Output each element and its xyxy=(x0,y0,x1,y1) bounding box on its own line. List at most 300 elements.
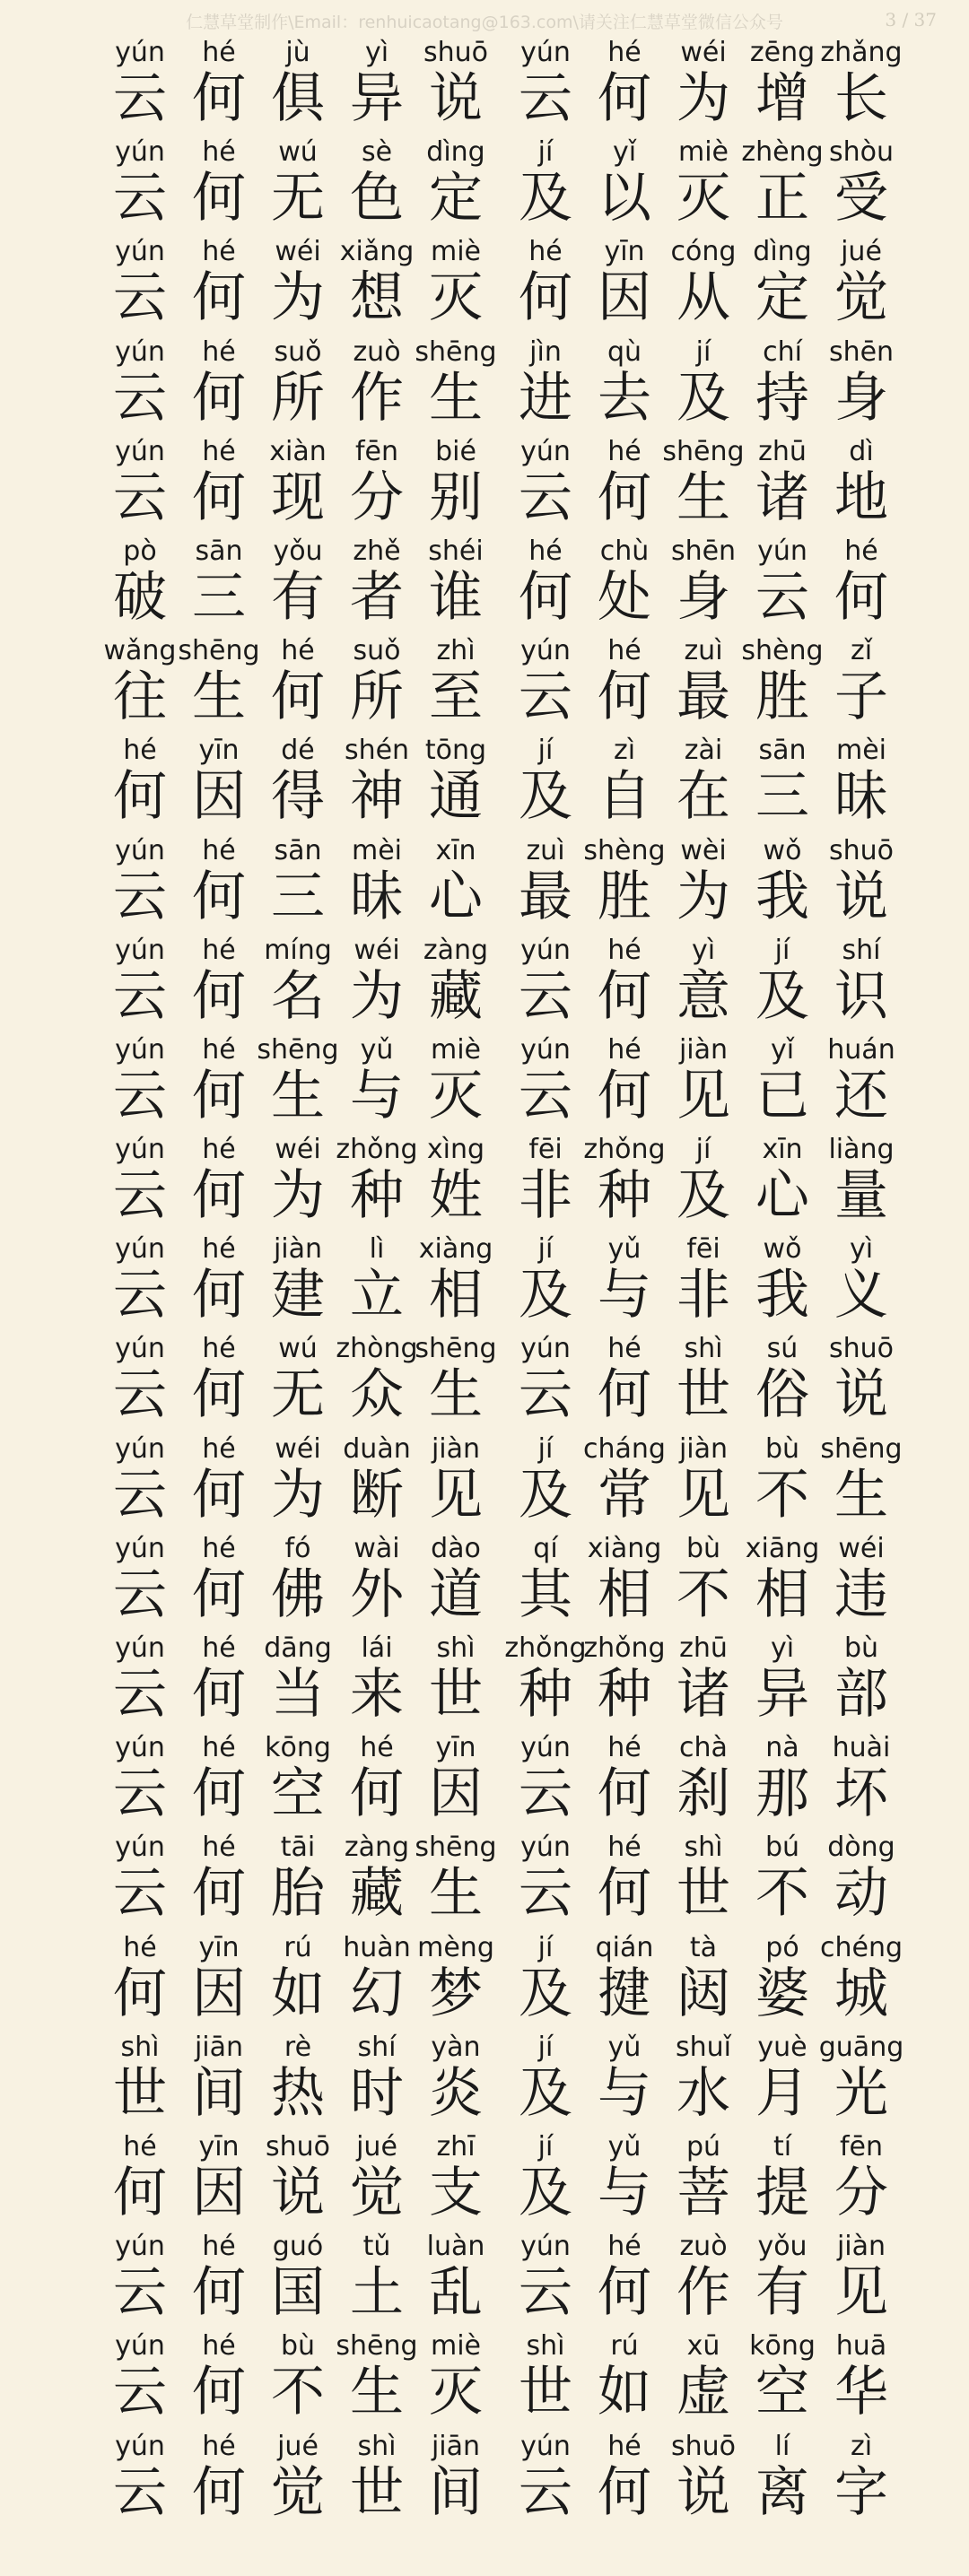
hanzi: 三 xyxy=(192,565,246,629)
verse-row xyxy=(0,2428,969,2528)
verse-row xyxy=(0,533,969,632)
hanzi: 生 xyxy=(834,1463,888,1527)
hanzi: 为 xyxy=(677,865,730,928)
hanzi: 异 xyxy=(755,1663,809,1726)
pinyin: dāng xyxy=(264,1632,332,1664)
pinyin: xiǎng xyxy=(339,236,415,268)
pinyin: yún xyxy=(115,1632,165,1664)
hanzi: 云 xyxy=(519,2460,572,2524)
hanzi: 云 xyxy=(519,67,572,130)
pinyin: shēng xyxy=(178,635,260,667)
hanzi: 定 xyxy=(755,266,809,330)
verse-phrase-right xyxy=(506,2128,901,2228)
pinyin: huā xyxy=(835,2330,887,2363)
pinyin: qí xyxy=(533,1532,558,1564)
pinyin: shēng xyxy=(257,1033,339,1066)
verse-row xyxy=(0,1829,969,1928)
verse-phrase-left xyxy=(100,34,495,134)
hanzi: 何 xyxy=(113,1962,167,2025)
hanzi: 非 xyxy=(677,1264,730,1327)
verse-phrase-left xyxy=(100,2029,495,2128)
hanzi: 道 xyxy=(429,1562,483,1626)
pinyin: yún xyxy=(115,834,165,866)
hanzi: 云 xyxy=(113,1363,167,1427)
pinyin: yǔ xyxy=(607,2031,642,2063)
pinyin: wéi xyxy=(838,1532,885,1564)
hanzi: 世 xyxy=(429,1663,483,1726)
pinyin: wǎng xyxy=(103,635,177,667)
pinyin: yīn xyxy=(198,735,240,767)
pinyin: sú xyxy=(766,1333,799,1365)
pinyin: zài xyxy=(684,735,723,767)
hanzi: 违 xyxy=(834,1562,888,1626)
pinyin: yún xyxy=(520,1832,571,1864)
pinyin: hé xyxy=(607,37,642,68)
hanzi: 间 xyxy=(429,2460,483,2524)
pinyin: zhǎng xyxy=(820,37,903,68)
pinyin: xīn xyxy=(435,834,476,866)
hanzi: 何 xyxy=(192,466,246,529)
hanzi: 何 xyxy=(598,666,651,729)
hanzi: 光 xyxy=(834,2061,888,2125)
hanzi: 见 xyxy=(429,1463,483,1527)
hanzi: 从 xyxy=(677,266,730,330)
hanzi: 无 xyxy=(271,1363,325,1427)
pinyin: hé xyxy=(607,635,642,667)
pinyin: jiàn xyxy=(678,1432,729,1465)
pinyin: yún xyxy=(115,2430,165,2462)
pinyin: zàng xyxy=(344,1832,410,1864)
verse-phrase-left xyxy=(100,2428,495,2528)
hanzi: 胎 xyxy=(271,1862,325,1926)
pinyin: suǒ xyxy=(274,335,322,368)
verse-phrase-left xyxy=(100,433,495,533)
pinyin: hé xyxy=(202,1732,236,1764)
hanzi: 有 xyxy=(755,2261,809,2325)
hanzi: 还 xyxy=(834,1064,888,1127)
verse-phrase-right xyxy=(506,1829,901,1928)
verse-phrase-right xyxy=(506,1231,901,1330)
hanzi: 婆 xyxy=(755,1962,809,2025)
pinyin: hé xyxy=(123,1931,157,1963)
pinyin: yún xyxy=(115,934,165,966)
verse-phrase-left xyxy=(100,1231,495,1330)
pinyin: lái xyxy=(361,1632,393,1664)
hanzi: 至 xyxy=(429,666,483,729)
pinyin: jí xyxy=(537,136,554,169)
pinyin: huàn xyxy=(343,1931,411,1963)
pinyin: hé xyxy=(202,335,236,368)
pinyin: hé xyxy=(202,2430,236,2462)
hanzi: 灭 xyxy=(429,2361,483,2424)
verse-row xyxy=(0,233,969,333)
pinyin: shén xyxy=(344,735,410,767)
verse-grid xyxy=(0,34,969,2528)
hanzi: 梦 xyxy=(429,1962,483,2025)
hanzi: 何 xyxy=(192,2261,246,2325)
pinyin: zǐ xyxy=(850,635,873,667)
hanzi: 为 xyxy=(350,964,404,1028)
pinyin: hé xyxy=(202,2330,236,2363)
pinyin: yún xyxy=(520,435,571,467)
pinyin: yún xyxy=(520,2231,571,2263)
verse-phrase-right xyxy=(506,1729,901,1829)
hanzi: 者 xyxy=(350,565,404,629)
character-cell xyxy=(822,632,901,732)
verse-phrase-right xyxy=(506,1431,901,1530)
pinyin: hé xyxy=(607,934,642,966)
pinyin: zì xyxy=(613,735,636,767)
hanzi: 建 xyxy=(271,1264,325,1327)
verse-row xyxy=(0,2128,969,2228)
pinyin: yàn xyxy=(431,2031,481,2063)
hanzi: 何 xyxy=(192,1663,246,1726)
pinyin: hé xyxy=(202,834,236,866)
hanzi: 间 xyxy=(192,2061,246,2125)
character-cell xyxy=(822,334,901,433)
pinyin: pó xyxy=(765,1931,799,1963)
verse-phrase-right xyxy=(506,632,901,732)
hanzi: 云 xyxy=(113,2261,167,2325)
pinyin: fó xyxy=(284,1532,311,1564)
hanzi: 诸 xyxy=(677,1663,730,1726)
hanzi: 不 xyxy=(677,1562,730,1626)
verse-phrase-right xyxy=(506,1530,901,1630)
character-cell xyxy=(822,1330,901,1430)
pinyin: yún xyxy=(115,1233,165,1266)
pinyin: wéi xyxy=(680,37,727,68)
hanzi: 云 xyxy=(113,167,167,231)
pinyin: zhǒng xyxy=(583,1134,666,1166)
verse-row xyxy=(0,2029,969,2128)
hanzi: 及 xyxy=(519,2061,572,2125)
hanzi: 云 xyxy=(113,865,167,928)
hanzi: 刹 xyxy=(677,1762,730,1826)
pinyin: wéi xyxy=(275,1432,321,1465)
pinyin: hé xyxy=(202,1233,236,1266)
pinyin: yì xyxy=(364,37,389,68)
hanzi: 云 xyxy=(113,2361,167,2424)
pinyin: xiàn xyxy=(269,435,327,467)
hanzi: 因 xyxy=(192,765,246,829)
hanzi: 其 xyxy=(519,1562,572,1626)
pinyin: hé xyxy=(607,435,642,467)
hanzi: 与 xyxy=(598,2161,651,2224)
pinyin: wài xyxy=(354,1532,400,1564)
verse-row xyxy=(0,832,969,932)
hanzi: 及 xyxy=(677,1164,730,1228)
pinyin: zhèng xyxy=(741,136,824,169)
hanzi: 说 xyxy=(677,2460,730,2524)
hanzi: 种 xyxy=(598,1164,651,1228)
character-cell xyxy=(822,1630,901,1729)
hanzi: 为 xyxy=(271,266,325,330)
hanzi: 云 xyxy=(113,2460,167,2524)
verse-phrase-left xyxy=(100,334,495,433)
hanzi: 及 xyxy=(519,1463,572,1527)
character-cell xyxy=(822,2428,901,2528)
pinyin: hé xyxy=(202,1632,236,1664)
hanzi: 想 xyxy=(350,266,404,330)
hanzi: 藏 xyxy=(429,964,483,1028)
verse-phrase-left xyxy=(100,732,495,831)
hanzi: 云 xyxy=(519,1363,572,1427)
hanzi: 何 xyxy=(350,1762,404,1826)
hanzi: 闼 xyxy=(677,1962,730,2025)
hanzi: 外 xyxy=(350,1562,404,1626)
character-cell xyxy=(822,1729,901,1829)
pinyin: kōng xyxy=(265,1732,331,1764)
hanzi: 如 xyxy=(598,2361,651,2424)
hanzi: 定 xyxy=(429,167,483,231)
pinyin: jí xyxy=(774,934,790,966)
character-cell xyxy=(822,134,901,233)
hanzi: 破 xyxy=(113,565,167,629)
pinyin: yún xyxy=(520,1732,571,1764)
hanzi: 乱 xyxy=(429,2261,483,2325)
pinyin: shuǐ xyxy=(676,2031,731,2063)
hanzi: 意 xyxy=(677,964,730,1028)
pinyin: shì xyxy=(684,1832,723,1864)
hanzi: 云 xyxy=(113,1463,167,1527)
hanzi: 义 xyxy=(834,1264,888,1327)
pinyin: tǔ xyxy=(362,2231,391,2263)
hanzi: 神 xyxy=(350,765,404,829)
character-cell xyxy=(822,1031,901,1131)
hanzi: 持 xyxy=(755,366,809,430)
hanzi: 子 xyxy=(834,666,888,729)
verse-row xyxy=(0,2328,969,2427)
hanzi: 众 xyxy=(350,1363,404,1427)
pinyin: shuō xyxy=(423,37,488,68)
hanzi: 说 xyxy=(429,67,483,130)
hanzi: 云 xyxy=(113,1862,167,1926)
pinyin: dìng xyxy=(753,236,812,268)
verse-phrase-left xyxy=(100,2228,495,2328)
hanzi: 自 xyxy=(598,765,651,829)
character-cell xyxy=(822,2228,901,2328)
pinyin: yún xyxy=(115,2330,165,2363)
pinyin: cóng xyxy=(670,236,737,268)
pinyin: bù xyxy=(685,1532,721,1564)
pinyin: xiàng xyxy=(587,1532,662,1564)
hanzi: 觉 xyxy=(350,2161,404,2224)
pinyin: luàn xyxy=(426,2231,485,2263)
pinyin: bù xyxy=(764,1432,800,1465)
hanzi: 何 xyxy=(192,366,246,430)
hanzi: 所 xyxy=(350,666,404,729)
pinyin: shòu xyxy=(828,136,894,169)
character-cell xyxy=(822,1131,901,1231)
pinyin: shì xyxy=(526,2330,565,2363)
verse-phrase-right xyxy=(506,1330,901,1430)
verse-phrase-left xyxy=(100,1330,495,1430)
hanzi: 通 xyxy=(429,765,483,829)
hanzi: 何 xyxy=(598,2460,651,2524)
pinyin: hé xyxy=(607,1333,642,1365)
character-cell xyxy=(822,2328,901,2427)
pinyin: pú xyxy=(685,2130,721,2163)
hanzi: 增 xyxy=(755,67,809,130)
pinyin: zhǒng xyxy=(583,1632,666,1664)
pinyin: hé xyxy=(528,535,563,567)
hanzi: 说 xyxy=(834,1363,888,1427)
pinyin: xīn xyxy=(762,1134,803,1166)
pinyin: zuì xyxy=(684,635,723,667)
verse-phrase-right xyxy=(506,2428,901,2528)
hanzi: 云 xyxy=(113,466,167,529)
hanzi: 部 xyxy=(834,1663,888,1726)
pinyin: wèi xyxy=(680,834,727,866)
verse-phrase-left xyxy=(100,2128,495,2228)
verse-phrase-right xyxy=(506,533,901,632)
pinyin: shuō xyxy=(265,2130,330,2163)
hanzi: 何 xyxy=(192,2460,246,2524)
hanzi: 当 xyxy=(271,1663,325,1726)
pinyin: chà xyxy=(679,1732,728,1764)
hanzi: 空 xyxy=(755,2361,809,2424)
pinyin: yún xyxy=(115,136,165,169)
hanzi: 热 xyxy=(271,2061,325,2125)
hanzi: 在 xyxy=(677,765,730,829)
pinyin: guāng xyxy=(818,2031,904,2063)
pinyin: zhòng xyxy=(336,1333,418,1365)
pinyin: hé xyxy=(607,1732,642,1764)
hanzi: 何 xyxy=(598,1064,651,1127)
hanzi: 云 xyxy=(519,1762,572,1826)
hanzi: 何 xyxy=(192,1862,246,1926)
pinyin: shí xyxy=(357,2031,397,2063)
verse-row xyxy=(0,134,969,233)
hanzi: 得 xyxy=(271,765,325,829)
hanzi: 生 xyxy=(429,366,483,430)
pinyin: yīn xyxy=(604,236,645,268)
hanzi: 何 xyxy=(598,2261,651,2325)
pinyin: wéi xyxy=(275,236,321,268)
pinyin: dìng xyxy=(426,136,485,169)
verse-row xyxy=(0,2228,969,2328)
pinyin: zàng xyxy=(423,934,489,966)
hanzi: 因 xyxy=(192,1962,246,2025)
verse-phrase-left xyxy=(100,1031,495,1131)
hanzi: 云 xyxy=(519,466,572,529)
pinyin: hé xyxy=(607,2430,642,2462)
verse-phrase-right xyxy=(506,334,901,433)
hanzi: 炎 xyxy=(429,2061,483,2125)
pinyin: jí xyxy=(695,335,711,368)
hanzi: 色 xyxy=(350,167,404,231)
pinyin: sān xyxy=(195,535,243,567)
verse-phrase-right xyxy=(506,134,901,233)
hanzi: 灭 xyxy=(429,266,483,330)
hanzi: 菩 xyxy=(677,2161,730,2224)
hanzi: 世 xyxy=(519,2361,572,2424)
hanzi: 往 xyxy=(113,666,167,729)
pinyin: yǐ xyxy=(612,136,637,169)
pinyin: hé xyxy=(281,635,315,667)
pinyin: jué xyxy=(356,2130,397,2163)
hanzi: 及 xyxy=(755,964,809,1028)
hanzi: 种 xyxy=(519,1663,572,1726)
hanzi: 异 xyxy=(350,67,404,130)
pinyin: shuō xyxy=(828,834,894,866)
pinyin: yīn xyxy=(435,1732,476,1764)
hanzi: 生 xyxy=(677,466,730,529)
verse-row xyxy=(0,1031,969,1131)
pinyin: hé xyxy=(202,1832,236,1864)
hanzi: 土 xyxy=(350,2261,404,2325)
verse-row xyxy=(0,932,969,1031)
pinyin: sān xyxy=(758,735,807,767)
pinyin: miè xyxy=(677,136,729,169)
character-cell xyxy=(822,533,901,632)
hanzi: 国 xyxy=(271,2261,325,2325)
pinyin: zhǒng xyxy=(336,1134,418,1166)
pinyin: hé xyxy=(202,934,236,966)
verse-row xyxy=(0,34,969,134)
pinyin: rú xyxy=(610,2330,639,2363)
pinyin: yǔ xyxy=(607,1233,642,1266)
hanzi: 何 xyxy=(192,1064,246,1127)
character-cell xyxy=(822,1829,901,1928)
verse-phrase-left xyxy=(100,1431,495,1530)
pinyin: hé xyxy=(202,236,236,268)
pinyin: jí xyxy=(537,735,554,767)
pinyin: hé xyxy=(607,2231,642,2263)
hanzi: 云 xyxy=(519,2261,572,2325)
hanzi: 分 xyxy=(834,2161,888,2224)
pinyin: shēng xyxy=(415,1832,497,1864)
hanzi: 量 xyxy=(834,1164,888,1228)
header-watermark: 仁慧草堂制作\Email：renhuicaotang@163.com\请关注仁慧草堂微信公众号 xyxy=(186,13,783,32)
pinyin: shéi xyxy=(428,535,484,567)
pinyin: zuò xyxy=(353,335,401,368)
pinyin: wéi xyxy=(354,934,400,966)
pinyin: huán xyxy=(827,1033,895,1066)
hanzi: 最 xyxy=(677,666,730,729)
pinyin: yún xyxy=(520,2430,571,2462)
hanzi: 世 xyxy=(113,2061,167,2125)
verse-phrase-left xyxy=(100,632,495,732)
pinyin: shì xyxy=(436,1632,476,1664)
hanzi: 坏 xyxy=(834,1762,888,1826)
hanzi: 那 xyxy=(755,1762,809,1826)
verse-row xyxy=(0,1431,969,1530)
character-cell xyxy=(822,2128,901,2228)
pinyin: shēn xyxy=(828,335,895,368)
hanzi: 生 xyxy=(429,1363,483,1427)
pinyin: zhǒng xyxy=(504,1632,587,1664)
hanzi: 生 xyxy=(192,666,246,729)
pinyin: yún xyxy=(115,1532,165,1564)
hanzi: 世 xyxy=(677,1862,730,1926)
pinyin: yún xyxy=(757,535,808,567)
verse-phrase-right xyxy=(506,932,901,1031)
pinyin: hé xyxy=(123,735,157,767)
pinyin: rè xyxy=(284,2031,312,2063)
pinyin: shèng xyxy=(741,635,824,667)
hanzi: 云 xyxy=(113,1164,167,1228)
hanzi: 进 xyxy=(519,366,572,430)
pinyin: mèi xyxy=(835,735,886,767)
hanzi: 为 xyxy=(677,67,730,130)
hanzi: 动 xyxy=(834,1862,888,1926)
pinyin: suǒ xyxy=(353,635,401,667)
hanzi: 月 xyxy=(755,2061,809,2125)
hanzi: 云 xyxy=(113,1264,167,1327)
hanzi: 何 xyxy=(192,167,246,231)
hanzi: 俗 xyxy=(755,1363,809,1427)
